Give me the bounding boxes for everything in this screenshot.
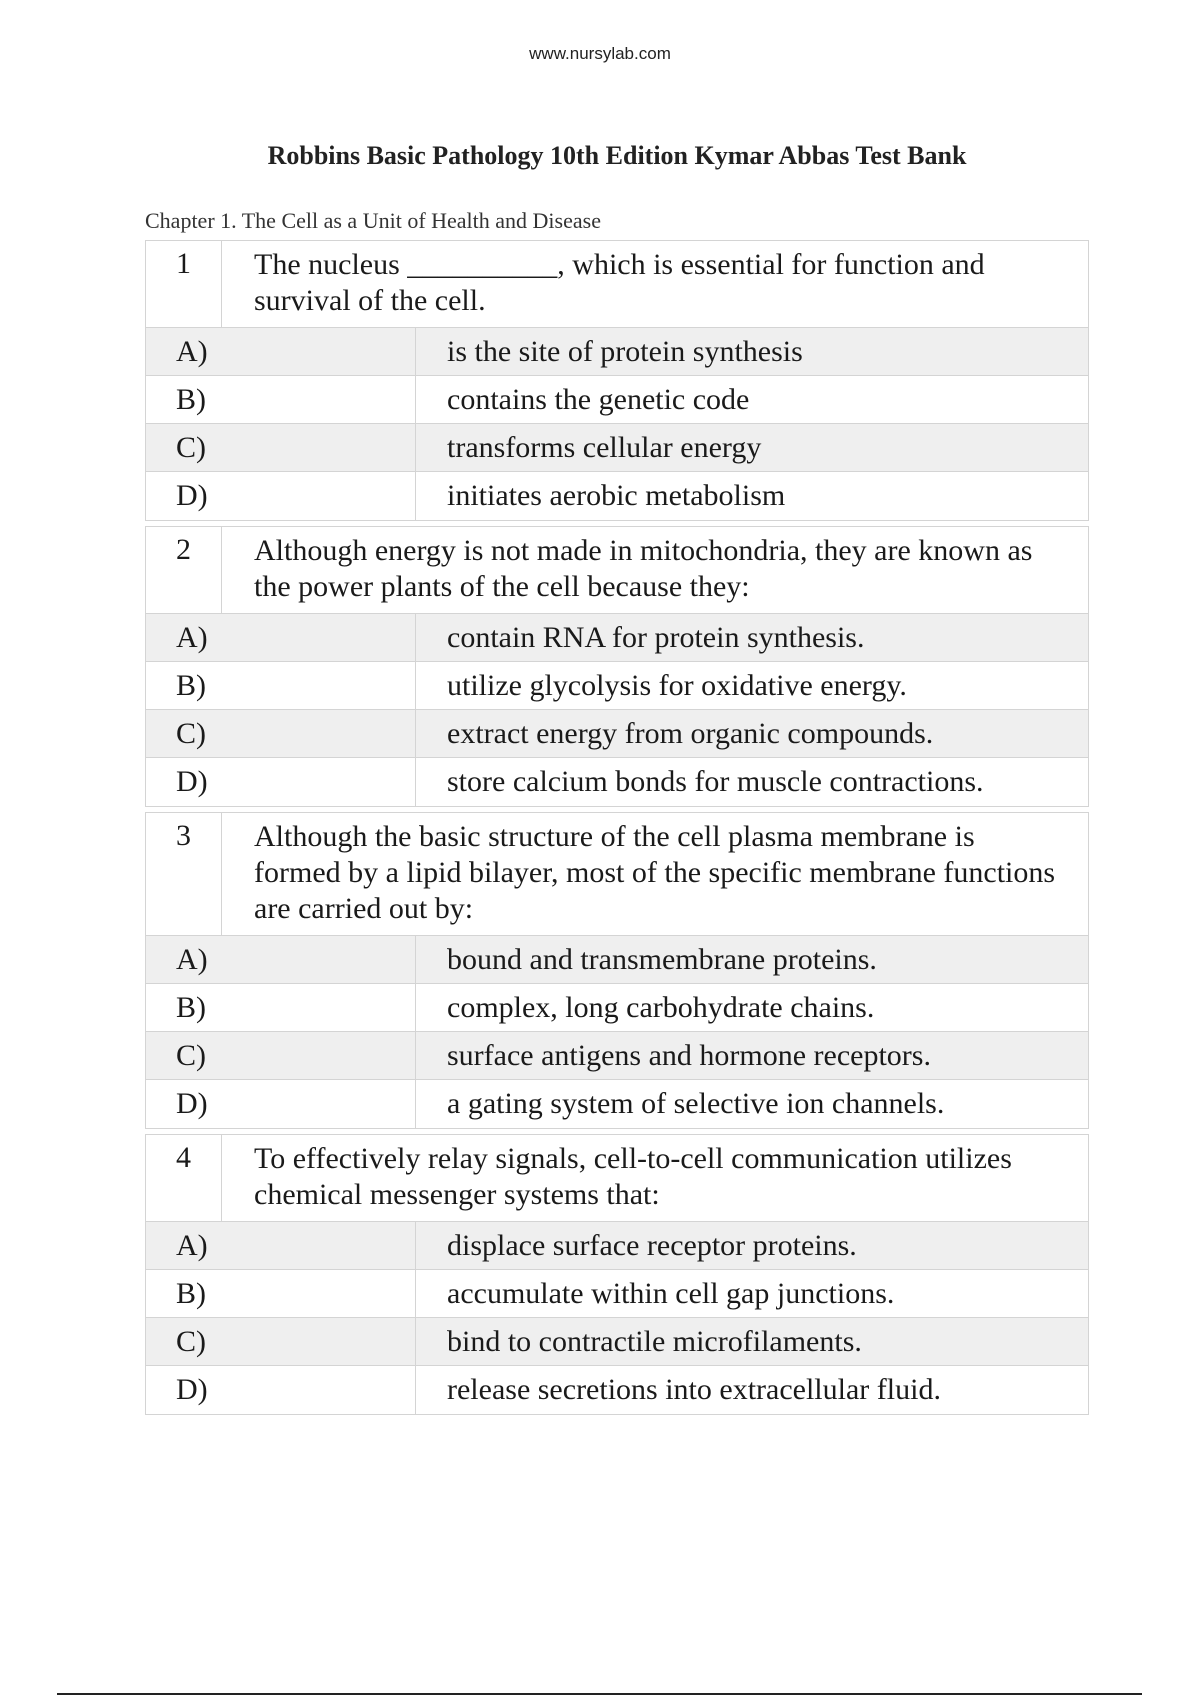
option-b <box>146 1270 1088 1318</box>
option-letter: C) <box>146 1032 416 1079</box>
question-list <box>145 240 1089 1420</box>
option-d <box>146 472 1088 520</box>
document-title: Robbins Basic Pathology 10th Edition Kymar Abbas Test Bank <box>267 141 967 170</box>
option-letter: D) <box>146 1366 416 1414</box>
option-b <box>146 984 1088 1032</box>
option-letter: A) <box>146 614 416 661</box>
question-text: The nucleus __________, which is essential for function and survival of the cell. <box>254 248 985 317</box>
option-text: contain RNA for protein synthesis. <box>447 621 865 654</box>
question-number: 2 <box>146 527 222 613</box>
question-3 <box>145 812 1089 1129</box>
option-letter: B) <box>146 984 416 1031</box>
question-text: Although energy is not made in mitochondria, they are known as the power plants of the cell because they: <box>254 534 1033 603</box>
option-text: surface antigens and hormone receptors. <box>447 1039 931 1072</box>
question-text: Although the basic structure of the cell plasma membrane is formed by a lipid bilayer, most of the specific membrane functions are carried out by: <box>254 820 1056 925</box>
option-d <box>146 1080 1088 1128</box>
option-letter: C) <box>146 424 416 471</box>
option-a <box>146 1222 1088 1270</box>
option-letter: B) <box>146 376 416 423</box>
question-number: 3 <box>146 813 222 935</box>
question-1 <box>145 240 1089 521</box>
option-letter: D) <box>146 758 416 806</box>
option-text: complex, long carbohydrate chains. <box>447 991 875 1024</box>
option-b <box>146 376 1088 424</box>
option-text: transforms cellular energy <box>447 431 762 464</box>
chapter-heading: Chapter 1. The Cell as a Unit of Health and Disease <box>145 208 601 233</box>
option-text: bound and transmembrane proteins. <box>447 943 877 976</box>
option-c <box>146 1032 1088 1080</box>
footer-divider <box>57 1693 1142 1695</box>
question-text: To effectively relay signals, cell-to-cell communication utilizes chemical messenger systems that: <box>254 1142 1012 1211</box>
option-c <box>146 710 1088 758</box>
option-text: bind to contractile microfilaments. <box>447 1325 862 1358</box>
option-text: release secretions into extracellular fluid. <box>447 1373 941 1406</box>
option-letter: C) <box>146 1318 416 1365</box>
option-c <box>146 424 1088 472</box>
option-c <box>146 1318 1088 1366</box>
question-number: 1 <box>146 241 222 327</box>
option-text: a gating system of selective ion channels. <box>447 1087 945 1120</box>
option-text: utilize glycolysis for oxidative energy. <box>447 669 907 702</box>
option-text: accumulate within cell gap junctions. <box>447 1277 895 1310</box>
option-text: extract energy from organic compounds. <box>447 717 934 750</box>
option-letter: D) <box>146 1080 416 1128</box>
option-a <box>146 328 1088 376</box>
option-letter: A) <box>146 328 416 375</box>
question-header <box>146 241 1088 328</box>
question-header <box>146 1135 1088 1222</box>
option-letter: B) <box>146 1270 416 1317</box>
option-text: store calcium bonds for muscle contractions. <box>447 765 984 798</box>
option-text: initiates aerobic metabolism <box>447 479 786 512</box>
question-header <box>146 813 1088 936</box>
question-2 <box>145 526 1089 807</box>
option-text: displace surface receptor proteins. <box>447 1229 857 1262</box>
option-a <box>146 936 1088 984</box>
site-url: www.nursylab.com <box>529 44 671 63</box>
question-number: 4 <box>146 1135 222 1221</box>
option-letter: D) <box>146 472 416 520</box>
question-4 <box>145 1134 1089 1415</box>
option-letter: A) <box>146 1222 416 1269</box>
option-d <box>146 1366 1088 1414</box>
option-letter: C) <box>146 710 416 757</box>
option-text: is the site of protein synthesis <box>447 335 803 368</box>
option-d <box>146 758 1088 806</box>
option-b <box>146 662 1088 710</box>
option-text: contains the genetic code <box>447 383 750 416</box>
option-a <box>146 614 1088 662</box>
option-letter: A) <box>146 936 416 983</box>
question-header <box>146 527 1088 614</box>
option-letter: B) <box>146 662 416 709</box>
